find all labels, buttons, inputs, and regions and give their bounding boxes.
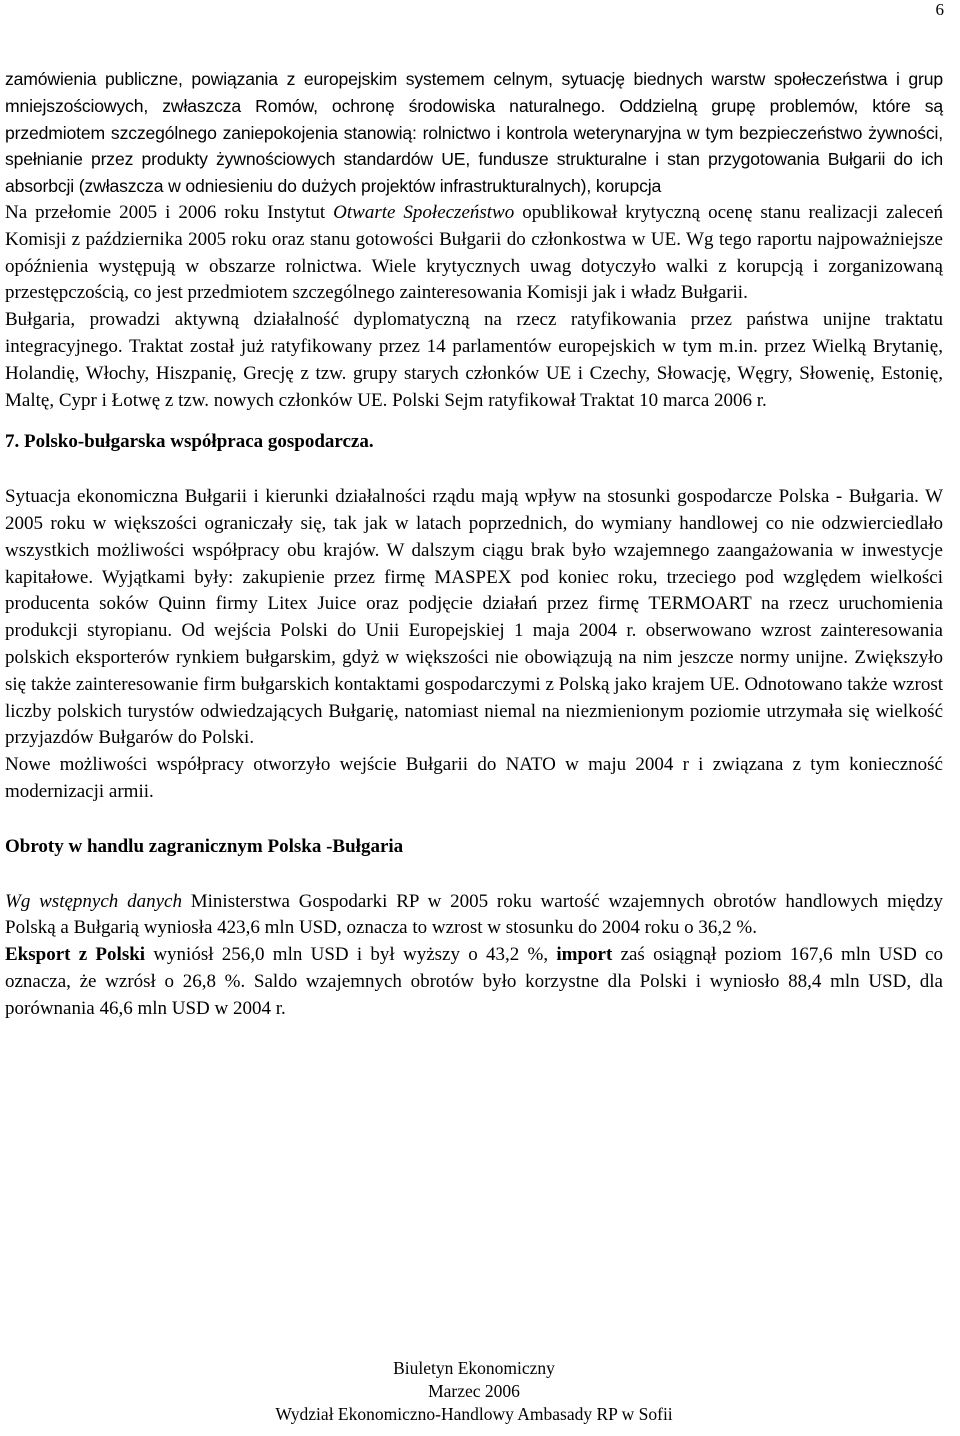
text-run-italic: Wg wstępnych danych <box>5 890 182 912</box>
paragraph-nato: Nowe możliwości współpracy otworzyło wejście Bułgarii do NATO w maju 2004 r i związana z tym konieczność modernizacji armii. <box>5 754 943 802</box>
footer-publication: Biuletyn Ekonomiczny <box>393 1358 555 1378</box>
import-label: import <box>556 944 613 966</box>
page-content <box>5 66 943 1023</box>
page-footer <box>0 1357 948 1426</box>
paragraph-trade-volume <box>5 889 943 943</box>
section-heading-trade: Obroty w handlu zagranicznym Polska -Bułgaria <box>5 835 404 857</box>
text-run: Na przełomie 2005 i 2006 roku Instytut <box>5 201 334 223</box>
paragraph-eu-problems: zamówienia publiczne, powiązania z europejskim systemem celnym, sytuację biednych warstw społeczeństwa i grup mniejszościowych, zwłaszcza Romów, ochronę środowiska naturalnego. Oddzielną grupę problemów, które są przedmiotem szczególnego zaniepokojenia stanowią: rolnictwo i kontrola weterynaryjna w tym bezpieczeństwo żywności, spełnianie przez produkty żywnościowych standardów UE, fundusze strukturalne i stan przygotowania Bułgarii do ich absorbcji (zwłaszcza w odniesieniu do dużych projektów infrastrukturalnych), korupcja <box>5 69 943 197</box>
text-run: zaś osiągnął poziom 167,6 mln USD co oznacza, że wzrósł o 26,8 %. Saldo wzajemnych obrotów było korzystne dla Polski i wyniosło 88,4 mln USD, dla porównania 46,6 mln USD w 2004 r. <box>5 944 943 1019</box>
paragraph-treaty-ratification: Bułgaria, prowadzi aktywną działalność dyplomatyczną na rzecz ratyfikowania przez państwa unijne traktatu integracyjnego. Traktat został już ratyfikowany przez 14 parlamentów europejskich w tym m.in. przez Wielką Brytanię, Holandię, Włochy, Hiszpanię, Grecję z tzw. grupy starych członków UE i Czechy, Słowację, Węgry, Słowenię, Estonię, Maltę, Cypr i Łotwę z tzw. nowych członków UE. Polski Sejm ratyfikował Traktat 10 marca 2006 r. <box>5 309 943 411</box>
text-run: wyniósł 256,0 mln USD i był wyższy o 43,2 %, <box>145 944 557 966</box>
text-run: opublikował krytyczną ocenę stanu realizacji zaleceń Komisji z października 2005 roku oraz stanu gotowości Bułgarii do członkostwa w UE. Wg tego raportu najpoważniejsze opóźnienia występują w obszarze rolnictwa. Wiele krytycznych uwag dotyczyło walki z korupcją i zorganizowaną przestępczością, co jest przedmiotem szczególnego zainteresowania Komisji jak i władz Bułgarii. <box>5 201 943 304</box>
footer-date: Marzec 2006 <box>428 1381 520 1401</box>
paragraph-export-import <box>5 942 943 1022</box>
institute-name: Otwarte Społeczeństwo <box>333 201 515 223</box>
paragraph-economic-situation: Sytuacja ekonomiczna Bułgarii i kierunki działalności rządu mają wpływ na stosunki gospodarcze Polska - Bułgaria. W 2005 roku w większości ograniczały się, tak jak w latach poprzednich, do wymiany handlowej co nie odzwierciedlało wszystkich możliwości współpracy obu krajów. W dalszym ciągu brak było wzajemnego zaangażowania w inwestycje kapitałowe. Wyjątkami były: zakupienie przez firmę MASPEX pod koniec roku, trzeciego pod względem wielkości producenta soków Quinn firmy Litex Juice oraz podjęcie działań przez firmę TERMOART na rzecz uruchomienia produkcji styropianu. Od wejścia Polski do Unii Europejskiej 1 maja 2004 r. obserwowano wzrost zainteresowania polskich eksporterów rynkiem bułgarskim, gdyż w większości nie obowiązują na nim jeszcze normy unijne. Zwiększyło się także zainteresowanie firm bułgarskich kontaktami gospodarczymi z Polską jako krajem UE. Odnotowano także wzrost liczby polskich turystów odwiedzających Bułgarię, natomiast niemal na niezmienionym poziomie utrzymała się wielkość przyjazdów Bułgarów do Polski. <box>5 486 943 749</box>
paragraph-open-society-report <box>5 200 943 307</box>
export-label: Eksport z Polski <box>5 944 146 966</box>
page-number: 6 <box>935 0 944 19</box>
text-run: Ministerstwa Gospodarki RP w 2005 roku wartość wzajemnych obrotów handlowych między Polską a Bułgarią wyniosła 423,6 mln USD, oznacza to wzrost w stosunku do 2004 roku o 36,2 %. <box>5 890 943 939</box>
section-heading-cooperation: 7. Polsko-bułgarska współpraca gospodarcza. <box>5 431 374 453</box>
footer-department: Wydział Ekonomiczno-Handlowy Ambasady RP w Sofii <box>275 1404 673 1424</box>
